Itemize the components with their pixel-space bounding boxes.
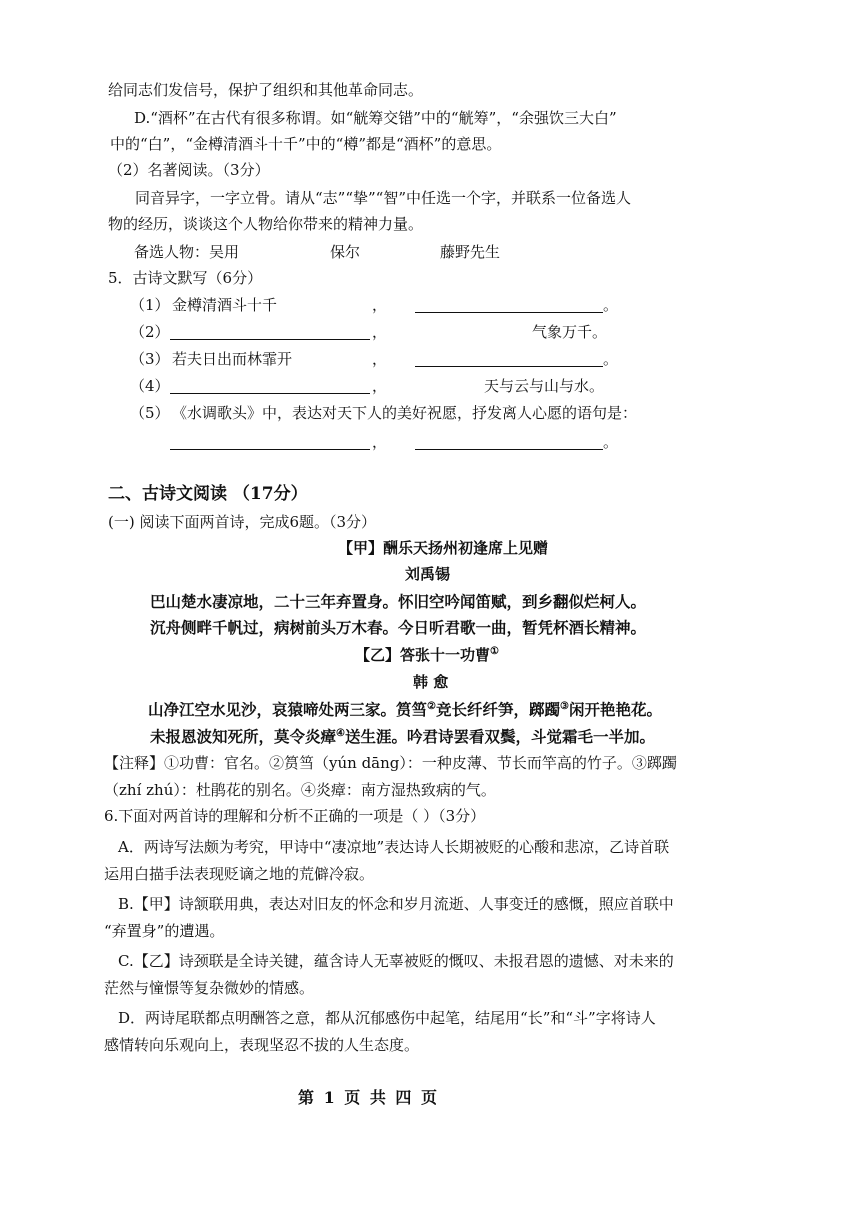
- answer-blank[interactable]: [415, 298, 603, 313]
- q5-item-number: （5）: [130, 404, 170, 422]
- section-heading: 二、古诗文阅读 （17分）: [108, 484, 308, 504]
- section-subheading: (一) 阅读下面两首诗，完成6题。（3分）: [108, 513, 377, 531]
- q5-heading: 5．古诗文默写（6分）: [108, 269, 263, 287]
- option-d-line: 中的“白”，“金樽清酒斗十千”中的“樽”都是“酒杯”的意思。: [110, 135, 502, 153]
- q5-item-number: （2）: [130, 323, 170, 341]
- comma: ，: [372, 433, 388, 451]
- annotation-line: 【注释】①功曹：官名。②筼筜（yún dāng）：一种皮薄、节长而竿高的竹子。③踯躅: [104, 754, 677, 772]
- option-a: A．两诗写法颇为考究，甲诗中“凄凉地”表达诗人长期被贬的心酸和悲凉，乙诗首联: [118, 838, 670, 856]
- poem-author: 刘禹锡: [405, 565, 451, 583]
- q5-item-text: 若夫日出而林霏开: [172, 350, 293, 368]
- poem-author: 韩 愈: [413, 673, 449, 691]
- comma: ，: [372, 350, 388, 368]
- period: 。: [603, 433, 619, 451]
- answer-blank[interactable]: [415, 352, 603, 367]
- option-d-line: D.“酒杯”在古代有很多称谓。如“觥筹交错”中的“觥筹”，“余强饮三大白”: [134, 109, 617, 127]
- comma: ，: [372, 296, 388, 314]
- q5-item-text: 气象万千。: [532, 323, 608, 341]
- reading-paragraph: 物的经历，谈谈这个人物给你带来的精神力量。: [108, 215, 424, 233]
- poem-title: 【甲】酬乐天扬州初逢席上见赠: [338, 539, 549, 557]
- option-c: 茫然与憧憬等复杂微妙的情感。: [104, 979, 315, 997]
- annotation-line: （zhí zhú）：杜鹃花的别名。④炎瘴：南方湿热致病的气。: [104, 781, 496, 799]
- text-line: 给同志们发信号，保护了组织和其他革命同志。: [108, 81, 424, 99]
- poem-line: 沉舟侧畔千帆过，病树前头万木春。今日听君歌一曲，暂凭杯酒长精神。: [150, 618, 647, 637]
- q5-item-number: （1）: [130, 296, 170, 314]
- answer-blank[interactable]: [170, 435, 370, 450]
- option-a: 运用白描手法表现贬谪之地的荒僻冷寂。: [104, 865, 375, 883]
- candidate-name: 藤野先生: [440, 243, 501, 261]
- page-footer: 第 1 页 共 四 页: [298, 1088, 439, 1107]
- answer-blank[interactable]: [170, 325, 370, 340]
- option-c: C.【乙】诗颈联是全诗关键，蕴含诗人无辜被贬的慨叹、未报君恩的遗憾、对未来的: [118, 952, 674, 970]
- poem-title: 【乙】答张十一功曹①: [355, 646, 499, 664]
- option-b: B.【甲】诗颔联用典，表达对旧友的怀念和岁月流逝、人事变迁的感慨，照应首联中: [118, 895, 674, 913]
- option-b: “弃置身”的遭遇。: [104, 922, 225, 940]
- question-stem: 6.下面对两首诗的理解和分析不正确的一项是（ ）（3分）: [104, 807, 486, 825]
- q5-item-text: 金樽清酒斗十千: [172, 296, 278, 314]
- option-d: 感情转向乐观向上，表现坚忍不拔的人生态度。: [104, 1036, 420, 1054]
- comma: ，: [372, 377, 388, 395]
- q5-item-number: （4）: [130, 377, 170, 395]
- option-d: D．两诗尾联都点明酬答之意，都从沉郁感伤中起笔，结尾用“长”和“斗”字将诗人: [118, 1009, 656, 1027]
- answer-blank[interactable]: [415, 435, 603, 450]
- period: 。: [603, 296, 619, 314]
- comma: ，: [372, 323, 388, 341]
- candidate-name: 保尔: [330, 243, 361, 261]
- q5-item-number: （3）: [130, 350, 170, 368]
- poem-line: 巴山楚水凄凉地，二十三年弃置身。怀旧空吟闻笛赋，到乡翻似烂柯人。: [150, 592, 647, 611]
- reading-heading: （2）名著阅读。（3分）: [108, 161, 270, 179]
- q5-item-text: 《水调歌头》中，表达对天下人的美好祝愿，抒发离人心愿的语句是：: [172, 404, 638, 422]
- q5-item-text: 天与云与山与水。: [484, 377, 605, 395]
- answer-blank[interactable]: [170, 379, 370, 394]
- period: 。: [603, 350, 619, 368]
- candidate-label: 备选人物：吴用: [134, 243, 240, 261]
- poem-line: 山净江空水见沙，哀猿啼处两三家。筼筜②竞长纤纤笋，踯躅③闲开艳艳花。: [148, 700, 662, 719]
- poem-line: 未报恩波知死所，莫令炎瘴④送生涯。吟君诗罢看双鬓，斗觉霜毛一半加。: [150, 727, 655, 746]
- reading-paragraph: 同音异字，一字立骨。请从“志”“挚”“智”中任选一个字，并联系一位备选人: [135, 189, 632, 207]
